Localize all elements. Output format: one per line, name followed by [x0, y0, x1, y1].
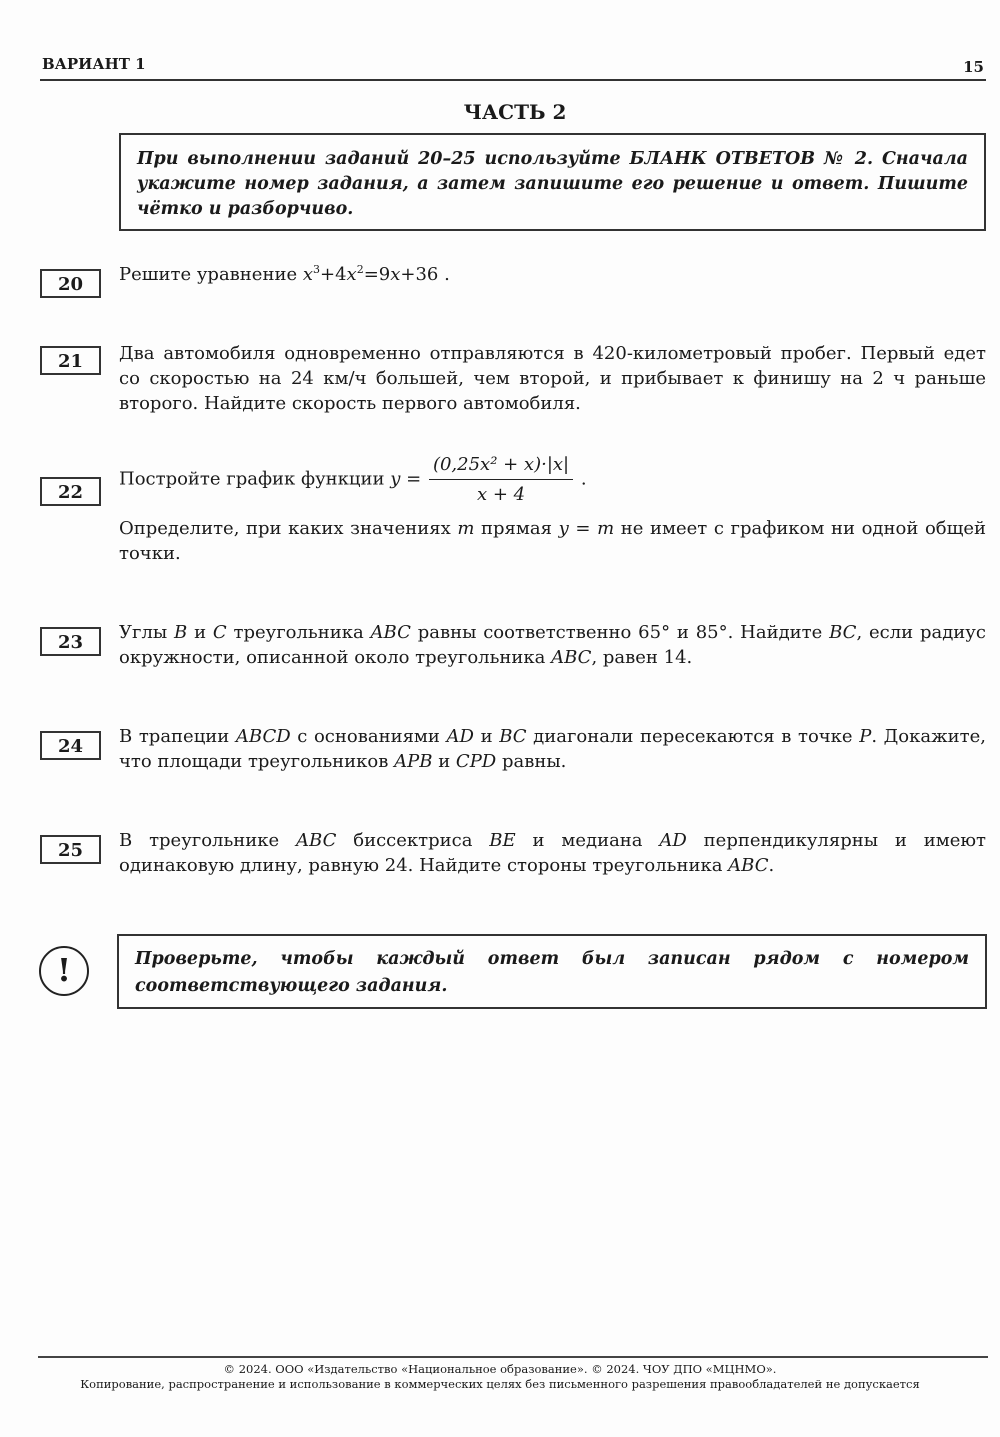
problem-text: [119, 262, 986, 287]
problem-number: 24: [40, 731, 101, 760]
exclamation-icon: !: [39, 946, 89, 996]
problem-text: [119, 828, 986, 878]
text-segment: с основаниями: [290, 726, 447, 747]
problem-text: [119, 341, 986, 416]
math-variable: m: [457, 518, 475, 539]
header-divider: [40, 79, 986, 81]
math-variable: y: [390, 468, 401, 490]
page-title: ЧАСТЬ 2: [463, 100, 567, 124]
text-segment: В треугольнике: [119, 830, 297, 851]
text-segment: Два автомобиля одновременно отправляются в 420-километровый пробег. Первый едет со скоростью на 24 км/ч большей, чем второй, и прибывает к финишу на 2 ч раньше второго. Найдите скорость первого автомобиля.: [119, 343, 986, 414]
problem-number: 25: [40, 835, 101, 864]
math-variable: ABC: [296, 830, 337, 851]
text-segment: равны соответственно 65° и 85°. Найдите: [410, 622, 830, 643]
text-segment: треугольника: [226, 622, 371, 643]
footer-copyright: © 2024. ООО «Издательство «Национальное образование». © 2024. ЧОУ ДПО «МЦНМО».: [223, 1362, 777, 1376]
text-segment: .: [575, 468, 587, 490]
text-segment: диагонали пересекаются в точке: [526, 726, 860, 747]
text-segment: В трапеции: [119, 726, 236, 747]
text-segment: Решите уравнение: [119, 264, 303, 285]
text-segment: .: [768, 855, 775, 876]
text-segment: +36 .: [400, 264, 450, 285]
footer-divider: [38, 1356, 988, 1358]
problem-number: 23: [40, 627, 101, 656]
math-variable: CPD: [455, 751, 497, 772]
text-segment: =: [400, 468, 427, 490]
math-variable: B: [174, 622, 188, 643]
math-variable: x: [302, 264, 313, 285]
fraction: [429, 452, 573, 507]
math-variable: BE: [489, 830, 516, 851]
text-segment: =9: [363, 264, 391, 285]
text-segment: и: [432, 751, 456, 772]
exponent: 3: [312, 263, 320, 276]
text-segment: , если радиус окружности, описанной около треугольника: [119, 622, 986, 668]
math-variable: m: [597, 518, 615, 539]
math-variable: ABC: [551, 647, 592, 668]
math-variable: y: [558, 518, 569, 539]
math-variable: ABC: [370, 622, 411, 643]
text-segment: =: [568, 518, 598, 539]
fraction-numerator: (0,25x² + x)·|x|: [429, 452, 573, 480]
math-variable: C: [212, 622, 227, 643]
text-segment: , равен 14.: [591, 647, 693, 668]
math-variable: BC: [829, 622, 857, 643]
problem-text: [119, 452, 986, 507]
variant-label: ВАРИАНТ 1: [42, 55, 146, 73]
text-segment: Определите, при каких значениях: [119, 518, 458, 539]
text-segment: +4: [319, 264, 347, 285]
math-variable: ABC: [728, 855, 769, 876]
problem-text: [119, 724, 986, 774]
text-segment: . Докажите, что площади треугольников: [119, 726, 987, 772]
text-segment: и медиана: [515, 830, 660, 851]
math-variable: x: [390, 264, 401, 285]
math-variable: AD: [659, 830, 687, 851]
exponent: 2: [356, 263, 364, 276]
math-variable: APB: [394, 751, 433, 772]
text-segment: Углы: [119, 622, 175, 643]
text-segment: Постройте график функции: [119, 468, 391, 490]
problem-number: 20: [40, 269, 101, 298]
math-variable: x: [346, 264, 357, 285]
fraction-denominator: x + 4: [476, 484, 526, 505]
math-variable: P: [859, 726, 872, 747]
text-segment: и: [187, 622, 213, 643]
warning-box: Проверьте, чтобы каждый ответ был записан рядом с номером соответствующего задания.: [117, 934, 987, 1009]
footer-notice: Копирование, распространение и использование в коммерческих целях без письменного разрешения правообладателей не допускается: [80, 1377, 920, 1391]
text-segment: прямая: [474, 518, 559, 539]
math-variable: BC: [499, 726, 527, 747]
text-segment: и: [473, 726, 500, 747]
problem-number: 22: [40, 477, 101, 506]
math-variable: ABCD: [235, 726, 291, 747]
text-segment: биссектриса: [336, 830, 490, 851]
text-segment: равны.: [496, 751, 567, 772]
problem-text-continued: [119, 516, 986, 566]
text-segment: перпендикулярны и имеют одинаковую длину, равную 24. Найдите стороны треугольника: [119, 830, 987, 876]
text-segment: не имеет с графиком ни одной общей точки.: [119, 518, 987, 564]
problem-text: [119, 620, 986, 670]
problem-number: 21: [40, 346, 101, 375]
math-variable: AD: [446, 726, 474, 747]
page-number: 15: [963, 58, 984, 76]
instruction-box: При выполнении заданий 20–25 используйте БЛАНК ОТВЕТОВ № 2. Сначала укажите номер задания, а затем запишите его решение и ответ. Пишите чётко и разборчиво.: [119, 133, 986, 231]
